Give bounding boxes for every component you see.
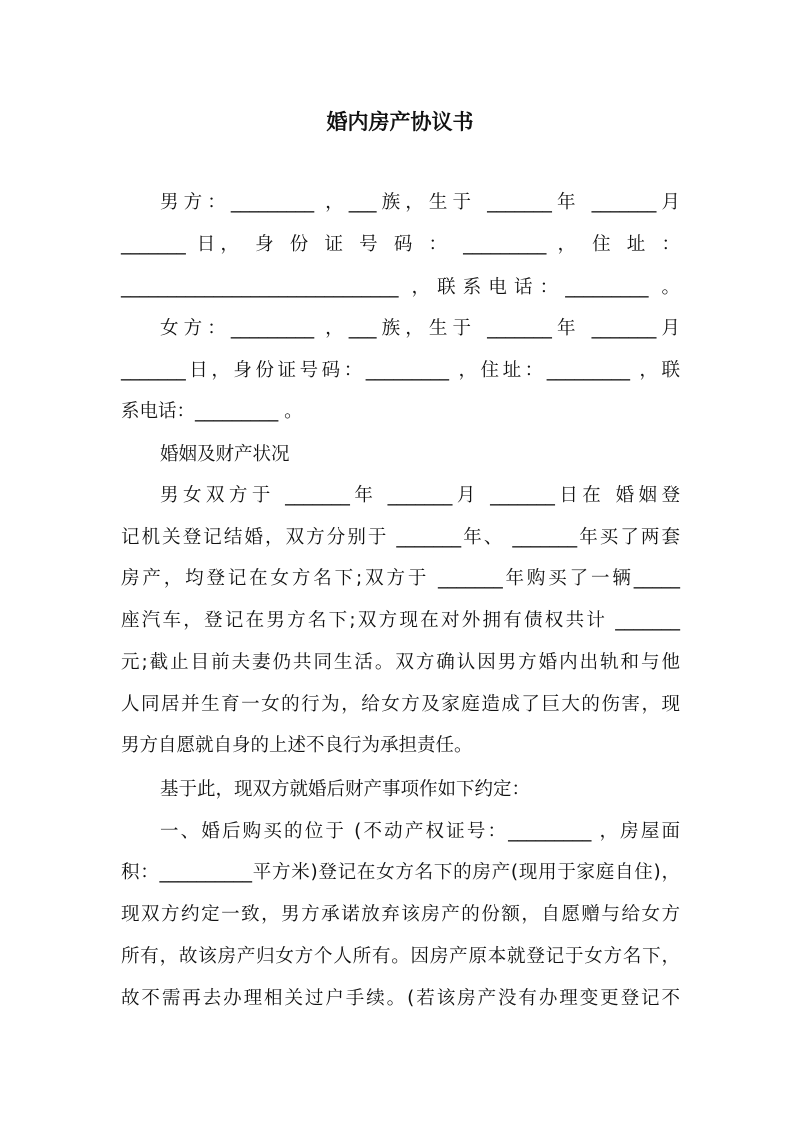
paragraph-line: 基于此，现双方就婚后财产事项作如下约定： <box>160 779 531 800</box>
clause-line: 积：__________平方米)登记在女方名下的房产(现用于家庭自住)， <box>121 862 680 883</box>
paragraph-line: 男方自愿就自身的上述不良行为承担责任。 <box>121 735 473 756</box>
paragraph-line: 房产，均登记在女方名下;双方于 _______年购买了一辆_____ <box>121 568 680 589</box>
female-party-line-1: 女方：_________ ，___族，生于 _______年 _______月 <box>160 318 680 339</box>
clause-line: 故不需再去办理相关过户手续。(若该房产没有办理变更登记不 <box>121 988 680 1009</box>
clause-line: 所有，故该房产归女方个人所有。因房产原本就登记于女方名下， <box>121 946 680 967</box>
male-party-line-3: ______________________________ ，联系电话：_________ 。 <box>121 277 680 298</box>
clause-line: 现双方约定一致，男方承诺放弃该房产的份额，自愿赠与给女方 <box>121 904 680 925</box>
paragraph-line: 座汽车，登记在男方名下;双方现在对外拥有债权共计 _______ <box>121 610 680 631</box>
female-party-line-2: _______日，身份证号码：_________ ，住址：_________ ，联 <box>121 360 680 381</box>
paragraph-line: 记机关登记结婚，双方分别于 _______年、 _______年买了两套 <box>121 527 680 548</box>
male-party-line-1: 男方：_________ ，___族，生于 _______年 _______月 <box>160 192 680 213</box>
clause-line: 一、婚后购买的位于 (不动产权证号：_________ ，房屋面 <box>160 821 680 842</box>
document-title: 婚内房产协议书 <box>326 110 474 134</box>
paragraph-line: 男女双方于 _______年 _______月 _______日在 婚姻登 <box>160 485 680 506</box>
male-party-line-2: _______ 日， 身 份 证 号 码 ： _________ ， 住 址 ： <box>121 234 680 255</box>
paragraph-line: 人同居并生育一女的行为，给女方及家庭造成了巨大的伤害，现 <box>121 694 680 715</box>
female-party-line-3: 系电话：_________ 。 <box>121 401 303 422</box>
paragraph-line: 元;截止目前夫妻仍共同生活。双方确认因男方婚内出轨和与他 <box>121 652 680 673</box>
section-heading: 婚姻及财产状况 <box>160 444 290 465</box>
